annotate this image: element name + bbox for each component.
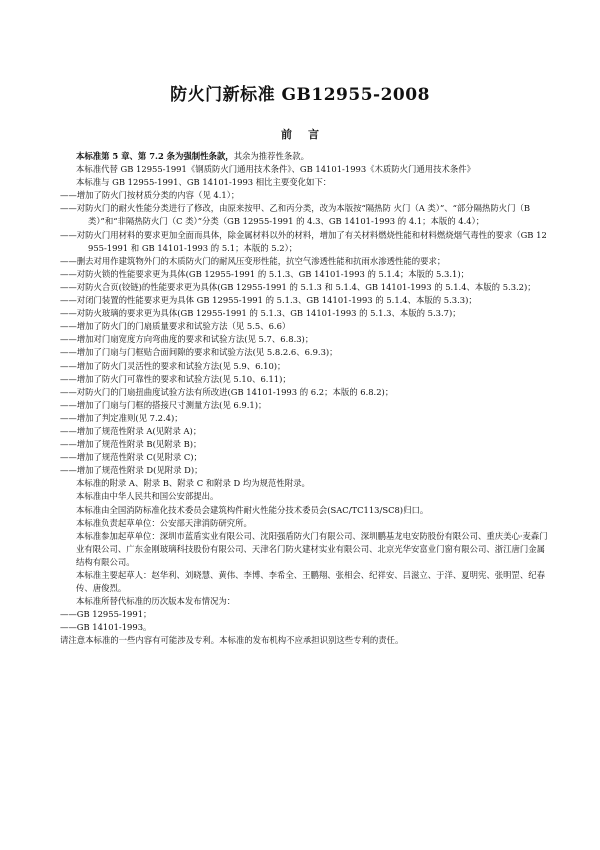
- document-body: [60, 150, 550, 648]
- change-item: ——对防火门的门扇扭曲度试验方法有所改进(GB 14101-1993 的 6.2；本版的 6.8.2)；: [60, 386, 394, 397]
- change-item: ——增加对门扇宽度方向弯曲度的要求和试验方法(见 5.7、6.8.3)；: [60, 334, 314, 345]
- mandatory-clause-rest: 其余为推荐性条款。: [233, 151, 310, 161]
- replaces-standards: 本标准代替 GB 12955-1991《钢质防火门通用技术条件》、GB 14101-1993《木质防火门通用技术条件》: [76, 164, 476, 175]
- drafters: 本标准主要起草人：赵华利、刘晓慧、黄伟、李博、李希全、王鹏翔、张相会、纪祥安、吕滋立、于洋、夏明宪、张明罡、纪春传、唐俊烈。: [76, 570, 545, 594]
- change-item: ——增加了规范性附录 C(见附录 C)；: [60, 452, 202, 463]
- patent-notice: 请注意本标准的一些内容有可能涉及专利。本标准的发布机构不应承担识别这些专利的责任。: [60, 635, 404, 646]
- change-item: ——删去对用作建筑物外门的木质防火门的耐风压变形性能，抗空气渗透性能和抗雨水渗透性能的要求；: [60, 255, 446, 266]
- change-item: ——增加了规范性附录 A(见附录 A)；: [60, 425, 202, 436]
- previous-edition-item: ——GB 12955-1991；: [60, 609, 152, 620]
- change-item: ——增加了判定准则(见 7.2.4)；: [60, 412, 183, 423]
- committee-note: 本标准由全国消防标准化技术委员会建筑构件耐火性能分技术委员会(SAC/TC113/SC8)归口。: [76, 504, 429, 515]
- change-item: ——增加了规范性附录 D(见附录 D)；: [60, 465, 203, 476]
- change-item: ——增加了门扇与门框贴合面间隙的要求和试验方法(见 5.8.2.6、6.9.3)；: [60, 347, 338, 358]
- change-item: ——对防火门用材料的要求更加全面而具体，除金属材料以外的材料，增加了有关材料燃烧性能和材料燃烧烟气毒性的要求（GB 12955-1991 和 GB 14101-1993 的 5.1；本版的 5.2）；: [60, 229, 547, 253]
- mandatory-clause-bold: 本标准第 5 章、第 7.2 条为强制性条款，: [76, 151, 234, 161]
- document-title: 防火门新标准 GB12955-2008: [170, 85, 430, 105]
- section-heading-foreword: 前言: [281, 128, 335, 141]
- proposer-note: 本标准由中华人民共和国公安部提出。: [76, 491, 219, 502]
- change-item: ——对防火玻璃的要求更为具体(GB 12955-1991 的 5.1.3、GB 14101-1993 的 5.1.3、本版的 5.3.7)；: [60, 308, 461, 319]
- change-item: ——增加了防火门的门扇质量要求和试验方法（见 5.5、6.6）: [60, 321, 291, 332]
- changes-intro: 本标准与 GB 12955-1991、GB 14101-1993 相比主要变化如下：: [76, 177, 332, 188]
- change-item: ——增加了门扇与门框的搭接尺寸测量方法(见 6.9.1)；: [60, 399, 267, 410]
- previous-editions-intro: 本标准所替代标准的历次版本发布情况为：: [76, 596, 236, 607]
- change-item: ——增加了规范性附录 B(见附录 B)；: [60, 439, 202, 450]
- change-item: ——增加了防火门灵活性的要求和试验方法(见 5.9、6.10)；: [60, 360, 286, 371]
- change-item: ——增加了防火门可靠性的要求和试验方法(见 5.10、6.11)；: [60, 373, 291, 384]
- drafting-unit: 本标准负责起草单位：公安部天津消防研究所。: [76, 517, 252, 528]
- previous-edition-item: ——GB 14101-1993。: [60, 622, 152, 633]
- change-item: ——增加了防火门按材质分类的内容（见 4.1）；: [60, 190, 240, 201]
- mandatory-clause-note: [60, 150, 550, 163]
- change-item: ——对闭门装置的性能要求更为具体 GB 12955-1991 的 5.1.3、GB 14101-1993 的 5.1.4、本版的 5.3.3)；: [60, 295, 477, 306]
- change-item: ——对防火合页(铰链)的性能要求更为具体(GB 12955-1991 的 5.1.3 和 5.1.4、GB 14101-1993 的 5.1.4、本版的 5.3.2)；: [60, 281, 536, 292]
- change-item: ——对防火锁的性能要求更为具体(GB 12955-1991 的 5.1.3、GB 14101-1993 的 5.1.4；本版的 5.3.1)；: [60, 268, 469, 279]
- participating-units: 本标准参加起草单位：深圳市蓝盾实业有限公司、沈阳强盾防火门有限公司、深圳鹏基龙电安防股份有限公司、重庆美心·麦森门业有限公司、广东金刚玻璃科技股份有限公司、天津名门防火建材实业有限公司、北京光华安富业门窗有限公司、浙江唐门金属结构有限公司。: [76, 530, 548, 567]
- annex-note: 本标准的附录 A、附录 B、附录 C 和附录 D 均为规范性附录。: [76, 478, 310, 489]
- change-item: ——对防火门的耐火性能分类进行了修改，由原来按甲、乙和丙分类，改为本版按“隔热防 火门（A 类）”、“部分隔热防火门（B 类）”和“非隔热防火门（C 类）”分类（GB 12955-1991 的 4.3、GB 14101-1993 的 4.1；本版的 4.4）；: [60, 203, 531, 227]
